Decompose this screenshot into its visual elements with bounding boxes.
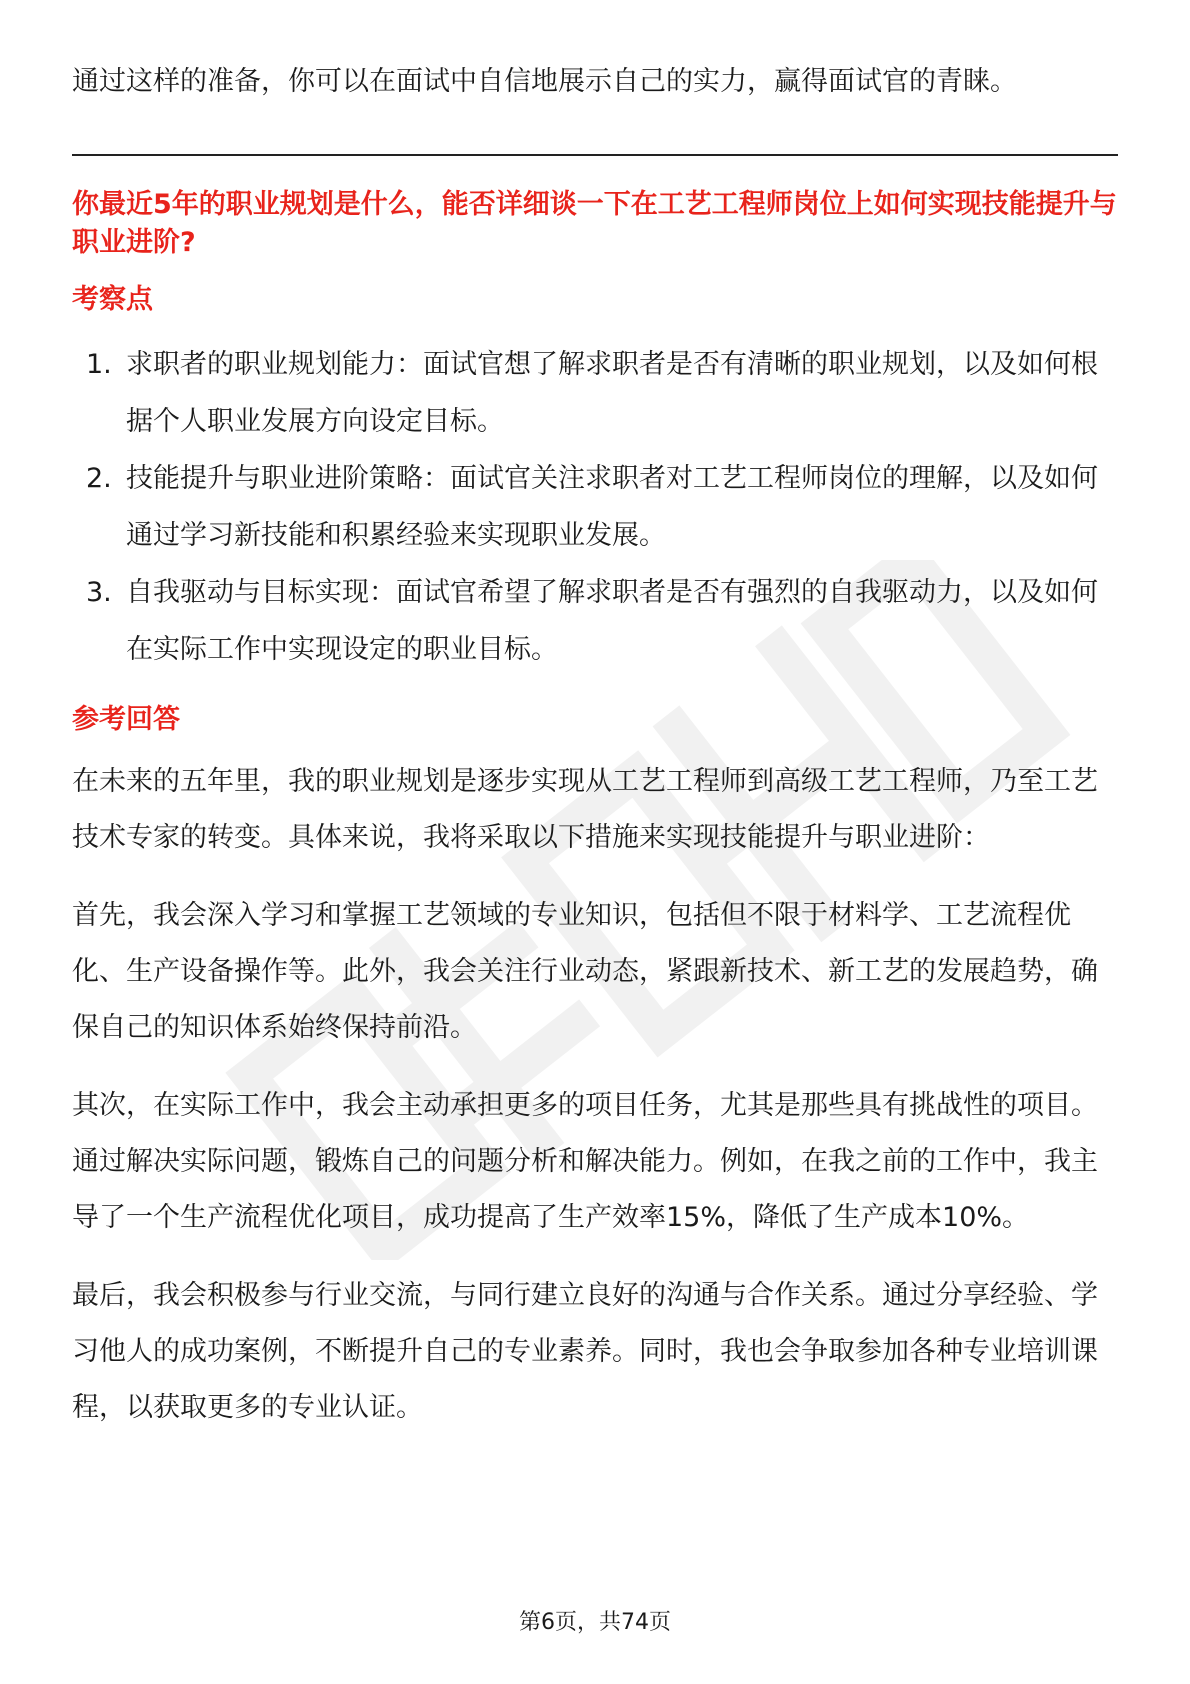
page-number: 第6页，共74页 — [519, 1610, 671, 1635]
list-item — [72, 450, 1118, 564]
answer-paragraph: 最后，我会积极参与行业交流，与同行建立良好的沟通与合作关系。通过分享经验、学习他人的成功案例，不断提升自己的专业素养。同时，我也会争取参加各种专业培训课程，以获取更多的专业认证。 — [72, 1280, 1098, 1423]
focus-heading: 考察点 — [72, 284, 153, 315]
list-item — [72, 564, 1118, 678]
list-item-text: 求职者的职业规划能力：面试官想了解求职者是否有清晰的职业规划，以及如何根据个人职业发展方向设定目标。 — [126, 349, 1098, 437]
focus-points-list — [72, 336, 1118, 678]
answer-paragraph: 在未来的五年里，我的职业规划是逐步实现从工艺工程师到高级工艺工程师，乃至工艺技术专家的转变。具体来说，我将采取以下措施来实现技能提升与职业进阶： — [72, 766, 1098, 853]
document-page — [72, 52, 1118, 1436]
list-item-number: 1. — [86, 349, 112, 380]
list-item-number: 3. — [86, 577, 112, 608]
list-item-number: 2. — [86, 463, 112, 494]
answer-paragraph: 首先，我会深入学习和掌握工艺领域的专业知识，包括但不限于材料学、工艺流程优化、生产设备操作等。此外，我会关注行业动态，紧跟新技术、新工艺的发展趋势，确保自己的知识体系始终保持前沿。 — [72, 900, 1098, 1043]
list-item-text: 技能提升与职业进阶策略：面试官关注求职者对工艺工程师岗位的理解，以及如何通过学习新技能和积累经验来实现职业发展。 — [126, 463, 1098, 551]
answer-paragraph: 其次，在实际工作中，我会主动承担更多的项目任务，尤其是那些具有挑战性的项目。通过解决实际问题，锻炼自己的问题分析和解决能力。例如，在我之前的工作中，我主导了一个生产流程优化项目，成功提高了生产效率15%，降低了生产成本10%。 — [72, 1090, 1098, 1233]
list-item-text: 自我驱动与目标实现：面试官希望了解求职者是否有强烈的自我驱动力，以及如何在实际工作中实现设定的职业目标。 — [126, 577, 1098, 665]
section-divider — [72, 154, 1118, 156]
intro-paragraph: 通过这样的准备，你可以在面试中自信地展示自己的实力，赢得面试官的青睐。 — [72, 66, 1017, 97]
list-item — [72, 336, 1118, 450]
question-heading: 你最近5年的职业规划是什么，能否详细谈一下在工艺工程师岗位上如何实现技能提升与职业进阶? — [72, 189, 1117, 258]
answer-heading: 参考回答 — [72, 704, 180, 735]
